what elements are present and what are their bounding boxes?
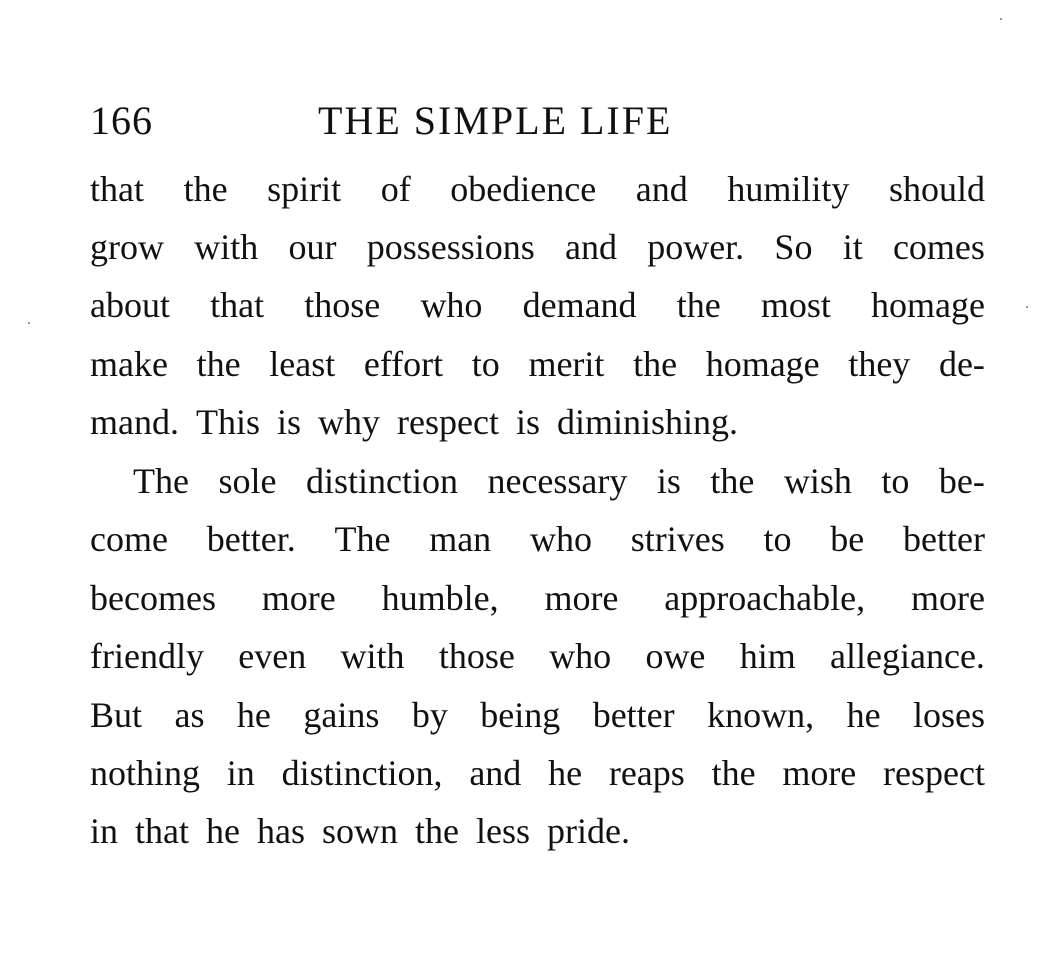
text-line — [90, 222, 985, 272]
word: the — [633, 344, 678, 384]
word: gains — [303, 695, 380, 735]
word: and — [469, 753, 522, 793]
word: demand — [522, 285, 637, 325]
word: him — [739, 636, 796, 676]
word: to — [881, 461, 910, 501]
word: spirit — [267, 169, 342, 209]
word: power. — [647, 227, 745, 267]
word: This — [195, 402, 260, 442]
word: who — [420, 285, 483, 325]
word: in — [90, 811, 119, 851]
word: and — [635, 169, 688, 209]
word: But — [90, 695, 143, 735]
word: come — [90, 519, 168, 559]
word: becomes — [90, 578, 216, 618]
word: more — [544, 578, 619, 618]
word: with — [340, 636, 405, 676]
word: those — [438, 636, 515, 676]
word: humble, — [381, 578, 499, 618]
word: is — [515, 402, 540, 442]
text-line — [90, 748, 985, 798]
word: to — [763, 519, 792, 559]
word: it — [842, 227, 863, 267]
word: more — [782, 753, 857, 793]
text-line — [90, 690, 985, 740]
word: about — [90, 285, 170, 325]
word: humility — [727, 169, 850, 209]
running-title: THE SIMPLE LIFE — [318, 98, 673, 143]
text-line — [90, 339, 985, 389]
word: most — [760, 285, 831, 325]
word: friendly — [90, 636, 204, 676]
word: of — [380, 169, 411, 209]
word: allegiance. — [830, 636, 985, 676]
scan-speck — [1026, 306, 1028, 308]
word: who — [529, 519, 592, 559]
word: to — [471, 344, 500, 384]
text-line — [90, 573, 985, 623]
word: man — [429, 519, 492, 559]
word: our — [288, 227, 337, 267]
scan-speck — [1000, 18, 1002, 20]
scan-speck — [28, 322, 30, 324]
word: be — [830, 519, 865, 559]
word: he — [206, 811, 240, 851]
word: wish — [783, 461, 852, 501]
word: who — [549, 636, 612, 676]
word: The — [133, 461, 189, 501]
text-line — [90, 164, 985, 214]
word: approachable, — [664, 578, 866, 618]
word: homage — [871, 285, 985, 325]
word: homage — [705, 344, 820, 384]
word: be- — [938, 461, 985, 501]
word: those — [304, 285, 381, 325]
word: the — [415, 811, 459, 851]
word: better — [903, 519, 985, 559]
word: with — [194, 227, 259, 267]
word: he — [236, 695, 271, 735]
word: comes — [892, 227, 985, 267]
word: he — [846, 695, 881, 735]
page-number: 166 — [90, 98, 153, 143]
word: even — [238, 636, 307, 676]
word: known, — [707, 695, 815, 735]
word: why — [318, 402, 381, 442]
word: necessary — [487, 461, 628, 501]
word: is — [656, 461, 681, 501]
word: by — [411, 695, 448, 735]
text-line — [90, 514, 985, 564]
word: diminishing. — [556, 402, 738, 442]
word: pride. — [546, 811, 630, 851]
word: nothing — [90, 753, 201, 793]
word: strives — [630, 519, 725, 559]
word: more — [910, 578, 985, 618]
word: is — [277, 402, 302, 442]
text-line — [90, 280, 985, 330]
word: the — [676, 285, 721, 325]
word: that — [90, 169, 144, 209]
word: the — [711, 753, 756, 793]
word: they — [848, 344, 911, 384]
page-header — [90, 96, 990, 146]
word: effort — [363, 344, 444, 384]
word: sown — [321, 811, 398, 851]
word: obedience — [450, 169, 597, 209]
word: respect — [397, 402, 499, 442]
word: owe — [645, 636, 706, 676]
word: distinction — [305, 461, 458, 501]
word: that — [135, 811, 189, 851]
text-line — [133, 456, 985, 506]
word: the — [710, 461, 755, 501]
word: as — [174, 695, 205, 735]
word: the — [196, 344, 241, 384]
word: being — [480, 695, 561, 735]
word: less — [475, 811, 530, 851]
word: merit — [528, 344, 605, 384]
word: sole — [218, 461, 277, 501]
word: distinction, — [281, 753, 443, 793]
word: the — [183, 169, 228, 209]
word: he — [548, 753, 583, 793]
word: de- — [938, 344, 985, 384]
word: has — [256, 811, 305, 851]
word: in — [226, 753, 255, 793]
word: more — [261, 578, 336, 618]
word: reaps — [608, 753, 685, 793]
word: make — [90, 344, 168, 384]
text-line — [90, 631, 985, 681]
word: better — [592, 695, 675, 735]
text-line — [90, 806, 630, 856]
word: better. — [206, 519, 296, 559]
word: The — [334, 519, 391, 559]
word: grow — [90, 227, 164, 267]
word: possessions — [366, 227, 535, 267]
word: So — [774, 227, 813, 267]
word: that — [210, 285, 265, 325]
text-line — [90, 397, 738, 447]
word: should — [888, 169, 985, 209]
word: and — [564, 227, 617, 267]
word: mand. — [90, 402, 179, 442]
word: loses — [913, 695, 985, 735]
word: least — [269, 344, 336, 384]
word: respect — [883, 753, 985, 793]
